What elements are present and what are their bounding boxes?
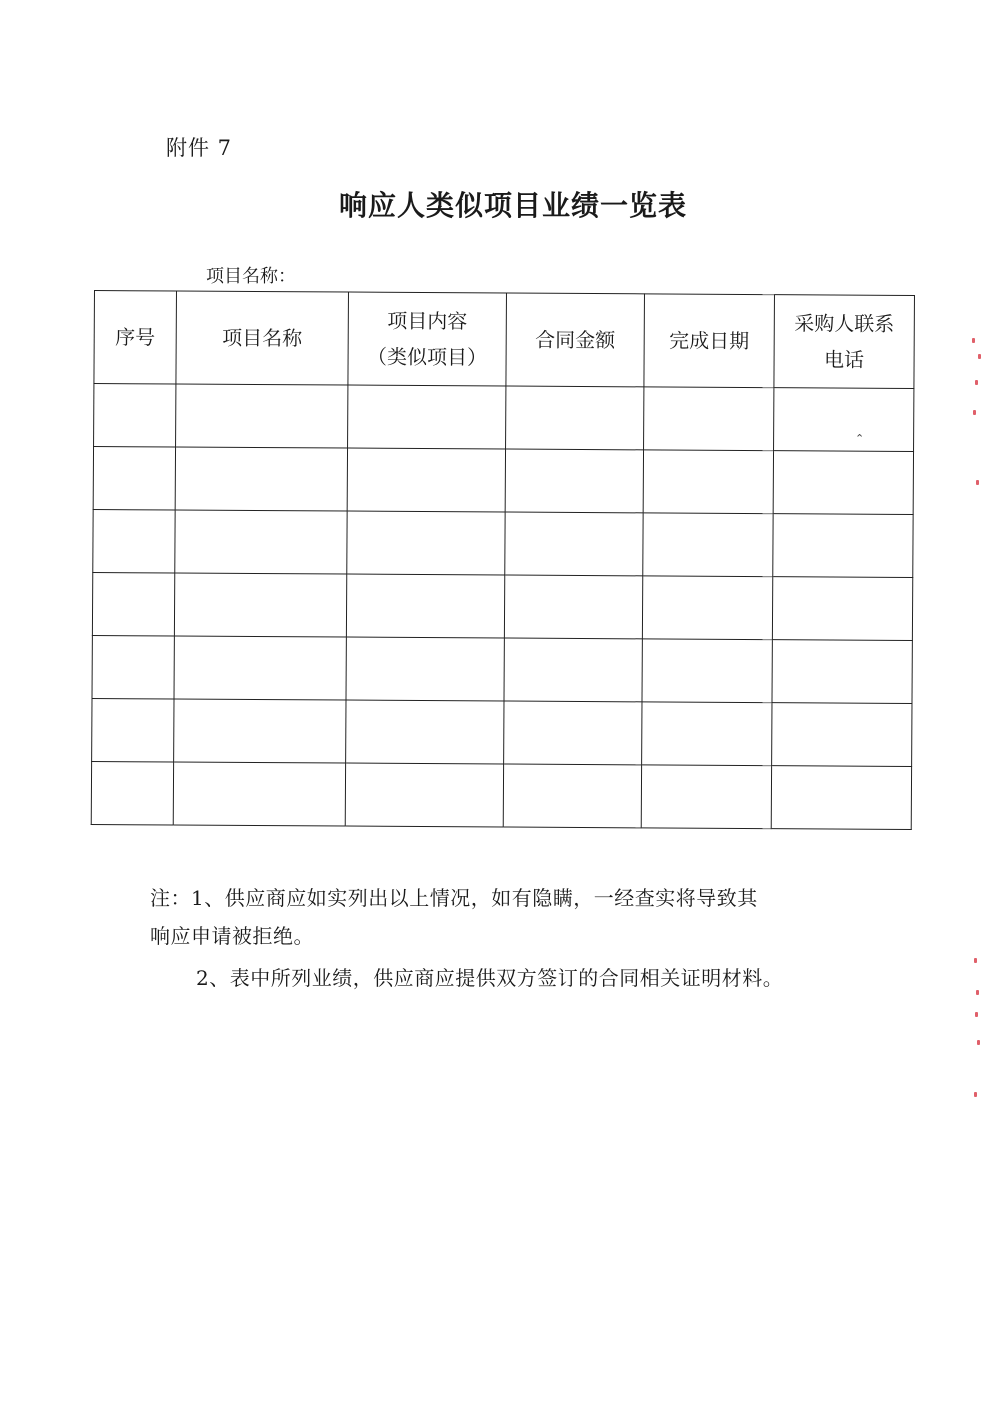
scan-artifact-mark <box>978 354 981 359</box>
header-completion-date <box>644 294 775 388</box>
scan-artifact-mark <box>975 380 978 385</box>
table-cell <box>92 698 174 761</box>
note-2: 2、表中所列业绩，供应商应提供双方签订的合同相关证明材料。 <box>196 966 784 990</box>
table-row <box>93 447 913 515</box>
table-row <box>92 572 912 640</box>
header-project-name <box>176 291 349 385</box>
header-purchaser-contact-line1: 采购人联系 <box>794 311 895 336</box>
table-cell <box>773 514 913 578</box>
table-cell <box>348 385 506 449</box>
table-cell <box>93 509 175 572</box>
table-cell <box>174 699 346 763</box>
scan-artifact-mark <box>977 1040 980 1045</box>
header-project-content-line2: （类似项目） <box>367 344 488 370</box>
table-cell <box>772 577 912 641</box>
table-cell <box>346 637 504 701</box>
table-cell <box>642 576 772 640</box>
table-cell <box>771 766 911 830</box>
table-cell <box>345 763 503 827</box>
project-name-label: 项目名称： <box>206 266 296 287</box>
table-row <box>92 698 912 766</box>
table-cell <box>92 572 174 635</box>
header-project-name-text: 项目名称 <box>222 325 303 351</box>
table-cell <box>643 513 773 577</box>
table-cell <box>504 638 642 702</box>
table-cell <box>773 451 913 515</box>
table-cell <box>643 450 773 514</box>
table-cell <box>506 386 644 450</box>
table-cell <box>504 575 642 639</box>
table-cell <box>174 636 346 700</box>
table-cell <box>642 639 772 703</box>
scan-artifact-mark <box>974 1092 977 1097</box>
header-contract-amount <box>506 293 645 387</box>
table-cell <box>505 512 643 576</box>
header-purchaser-contact-line2: 电话 <box>824 347 865 372</box>
attachment-label: 附件 7 <box>166 136 233 160</box>
table-row <box>93 509 913 577</box>
header-project-content-line1: 项目内容 <box>387 308 468 334</box>
stray-pen-mark: ⌃ <box>855 432 865 445</box>
table-cell <box>346 700 504 764</box>
table-cell <box>175 447 347 511</box>
performance-table-wrapper <box>91 290 914 830</box>
table-cell <box>644 387 774 451</box>
table-row <box>92 635 912 703</box>
note-1-line2: 响应申请被拒绝。 <box>150 924 314 948</box>
table-cell <box>94 384 176 447</box>
scan-artifact-mark <box>974 958 977 963</box>
scan-artifact-mark <box>972 338 975 343</box>
table-row <box>94 384 914 452</box>
header-purchaser-contact <box>774 295 915 389</box>
table-cell <box>347 448 505 512</box>
table-header-row <box>94 291 915 389</box>
scan-artifact-mark <box>975 1012 978 1017</box>
table-cell <box>173 762 345 826</box>
table-cell <box>346 574 504 638</box>
header-serial-number-text: 序号 <box>115 325 156 350</box>
table-cell <box>503 764 641 828</box>
scan-artifact-mark <box>976 480 979 485</box>
table-cell <box>641 765 771 829</box>
table-cell <box>92 635 174 698</box>
table-cell <box>174 573 346 637</box>
scan-artifact-mark <box>973 410 976 415</box>
scan-artifact-mark <box>976 990 979 995</box>
table-cell <box>347 511 505 575</box>
table-cell <box>91 761 173 824</box>
header-completion-date-text: 完成日期 <box>669 328 750 354</box>
table-body <box>91 384 914 830</box>
table-cell <box>772 703 912 767</box>
table-cell <box>774 388 914 452</box>
table-cell <box>176 384 348 448</box>
table-cell <box>175 510 347 574</box>
performance-table <box>91 290 915 830</box>
table-row <box>91 761 911 829</box>
header-serial-number <box>94 291 177 384</box>
document-title: 响应人类似项目业绩一览表 <box>338 189 687 222</box>
table-cell <box>772 640 912 704</box>
header-project-content <box>348 292 507 386</box>
table-cell <box>505 449 643 513</box>
header-contract-amount-text: 合同金额 <box>535 327 616 353</box>
note-1-line1: 注：1、供应商应如实列出以上情况，如有隐瞒，一经查实将导致其 <box>150 886 758 910</box>
table-cell <box>642 702 772 766</box>
table-cell <box>504 701 642 765</box>
table-cell <box>93 447 175 510</box>
